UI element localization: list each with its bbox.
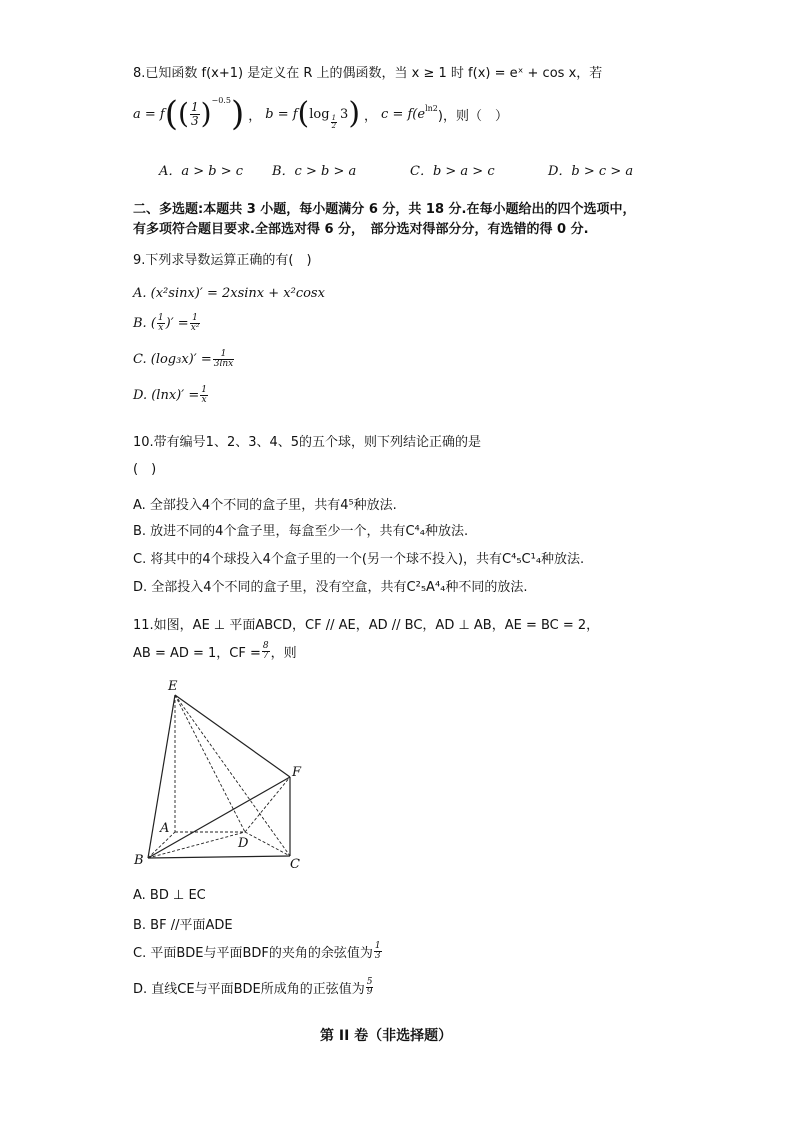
q11-d-frac xyxy=(366,978,374,997)
q8-a-frac xyxy=(190,101,200,128)
q11-stem-line2 xyxy=(133,642,297,661)
label-F: F xyxy=(292,765,302,780)
q9-b-prefix: B. ( xyxy=(133,316,156,331)
label-E: E xyxy=(168,679,178,694)
q9-b-mid: )′ = xyxy=(165,316,189,331)
q11-c-den: 3 xyxy=(374,951,381,961)
label-C: C xyxy=(290,857,300,870)
q8-b-base-num: 1 xyxy=(331,113,337,122)
q10-answer-paren: ( ) xyxy=(133,462,157,477)
q9-b-frac xyxy=(157,314,165,333)
q9-option-b xyxy=(133,314,201,333)
q9-d-den: x xyxy=(201,395,207,405)
q11-d-den: 9 xyxy=(366,987,373,997)
q8-sep1: ， xyxy=(248,108,262,124)
edge-DF xyxy=(245,777,290,832)
q11-cf-num: 8 xyxy=(262,641,269,651)
q8-c-label: c = f(e xyxy=(381,106,426,122)
q8-sep2: ， xyxy=(364,108,378,124)
edge-EF xyxy=(175,695,290,777)
q8-a-exponent: −0.5 xyxy=(211,95,231,105)
q9-b-num: 1 xyxy=(157,313,164,323)
q9-c-prefix: C. (log₃x)′ = xyxy=(133,352,212,367)
q9-d-prefix: D. (lnx)′ = xyxy=(133,388,200,403)
q10-option-b: B. 放进不同的4个盒子里，每盒至少一个，共有C⁴₄种放法. xyxy=(133,524,469,539)
q8-b-arg: 3 xyxy=(340,106,349,122)
q8-a-frac-den: 3 xyxy=(190,113,199,128)
q11-c-num: 1 xyxy=(374,941,381,951)
edge-ED xyxy=(175,695,245,832)
q10-option-d: D. 全部投入4个不同的盒子里，没有空盒，共有C²₅A⁴₄种不同的放法. xyxy=(133,580,528,595)
q9-stem: 9.下列求导数运算正确的有( ) xyxy=(133,253,312,268)
q8-option-a: A．a > b > c xyxy=(159,164,244,179)
q9-b-result xyxy=(190,314,201,333)
label-B: B xyxy=(134,853,144,868)
q11-geometry-figure xyxy=(120,670,320,870)
q8-option-d: D．b > c > a xyxy=(548,164,634,179)
q9-d-frac xyxy=(200,386,208,405)
q10-stem: 10.带有编号1、2、3、4、5的五个球，则下列结论正确的是 xyxy=(133,435,482,450)
q9-c-den: 3lnx xyxy=(213,359,234,369)
q11-option-b: B. BF //平面ADE xyxy=(133,918,233,933)
q8-b-base-den: 2 xyxy=(331,121,337,130)
q9-option-d xyxy=(133,386,209,405)
q10-option-c: C. 将其中的4个球投入4个盒子里的一个(另一个球不投入)，共有C⁴₅C¹₄种放法. xyxy=(133,552,585,567)
q11-option-c xyxy=(133,942,383,961)
edge-DC xyxy=(245,832,290,856)
part-two-heading: 第 II 卷（非选择题） xyxy=(320,1028,453,1044)
label-A: A xyxy=(160,821,170,836)
q8-c-close: )，则（ ） xyxy=(437,108,508,124)
q11-d-num: 5 xyxy=(366,977,373,987)
q11-cf-den: 7 xyxy=(262,651,269,661)
q8-b-label: b = f xyxy=(265,106,298,122)
q9-d-num: 1 xyxy=(201,385,207,395)
q10-option-a: A. 全部投入4个不同的盒子里，共有4⁵种放法. xyxy=(133,498,397,513)
q8-a-frac-num: 1 xyxy=(190,99,199,114)
section2-header-line1: 二、多选题:本题共 3 小题，每小题满分 6 分，共 18 分.在每小题给出的四个选项中， xyxy=(133,202,636,217)
q8-option-b: B．c > b > a xyxy=(272,164,357,179)
q11-c-frac xyxy=(374,942,382,961)
edge-BF xyxy=(148,777,290,858)
q8-option-c: C．b > a > c xyxy=(410,164,495,179)
q8-stem xyxy=(133,62,602,81)
q9-c-num: 1 xyxy=(213,350,234,360)
q9-option-c xyxy=(133,350,235,369)
q9-c-frac xyxy=(213,350,234,369)
section2-header-line2: 有多项符合题目要求.全部选对得 6 分， 部分选对得部分分，有选错的得 0 分. xyxy=(133,222,589,237)
q9-option-a: A. (x²sinx)′ = 2xsinx + x²cosx xyxy=(133,286,325,301)
q8-c-exponent: ln2 xyxy=(425,103,438,113)
q11-option-d xyxy=(133,978,374,997)
q11-stem-line1: 11.如图，AE ⊥ 平面ABCD，CF // AE，AD // BC，AD ⊥ AB，AE = BC = 2， xyxy=(133,618,600,633)
q8-b-close-paren: ) xyxy=(348,96,361,131)
q8-a-inner-open: ( xyxy=(178,97,189,130)
label-D: D xyxy=(238,836,249,851)
q8-b-open-paren: ( xyxy=(297,96,310,131)
q11-line2-suffix: ，则 xyxy=(270,646,297,661)
q8-b-base xyxy=(331,115,337,130)
q8-stem-text: 8.已知函数 f(x+1) 是定义在 R 上的偶函数，当 x ≥ 1 时 f(x) = eˣ + cos x，若 xyxy=(133,66,603,81)
q11-cf-frac xyxy=(262,642,270,661)
q9-b-den: x xyxy=(158,323,164,333)
q8-a-close-paren: ) xyxy=(230,94,245,134)
q11-line2-prefix: AB = AD = 1，CF = xyxy=(133,646,261,661)
q8-a-open-paren: ( xyxy=(164,94,178,134)
q9-b-rnum: 1 xyxy=(190,314,201,324)
q11-c-prefix: C. 平面BDE与平面BDF的夹角的余弦值为 xyxy=(133,946,373,961)
q8-a-label: a = f xyxy=(133,106,165,122)
edge-BC xyxy=(148,856,290,858)
q8-definitions xyxy=(133,92,508,136)
q8-a-inner-close: ) xyxy=(200,97,212,130)
q11-option-a: A. BD ⊥ EC xyxy=(133,888,206,903)
q9-b-rden: x² xyxy=(190,323,200,333)
q8-b-log: log xyxy=(309,106,330,122)
q11-d-prefix: D. 直线CE与平面BDE所成角的正弦值为 xyxy=(133,982,365,997)
